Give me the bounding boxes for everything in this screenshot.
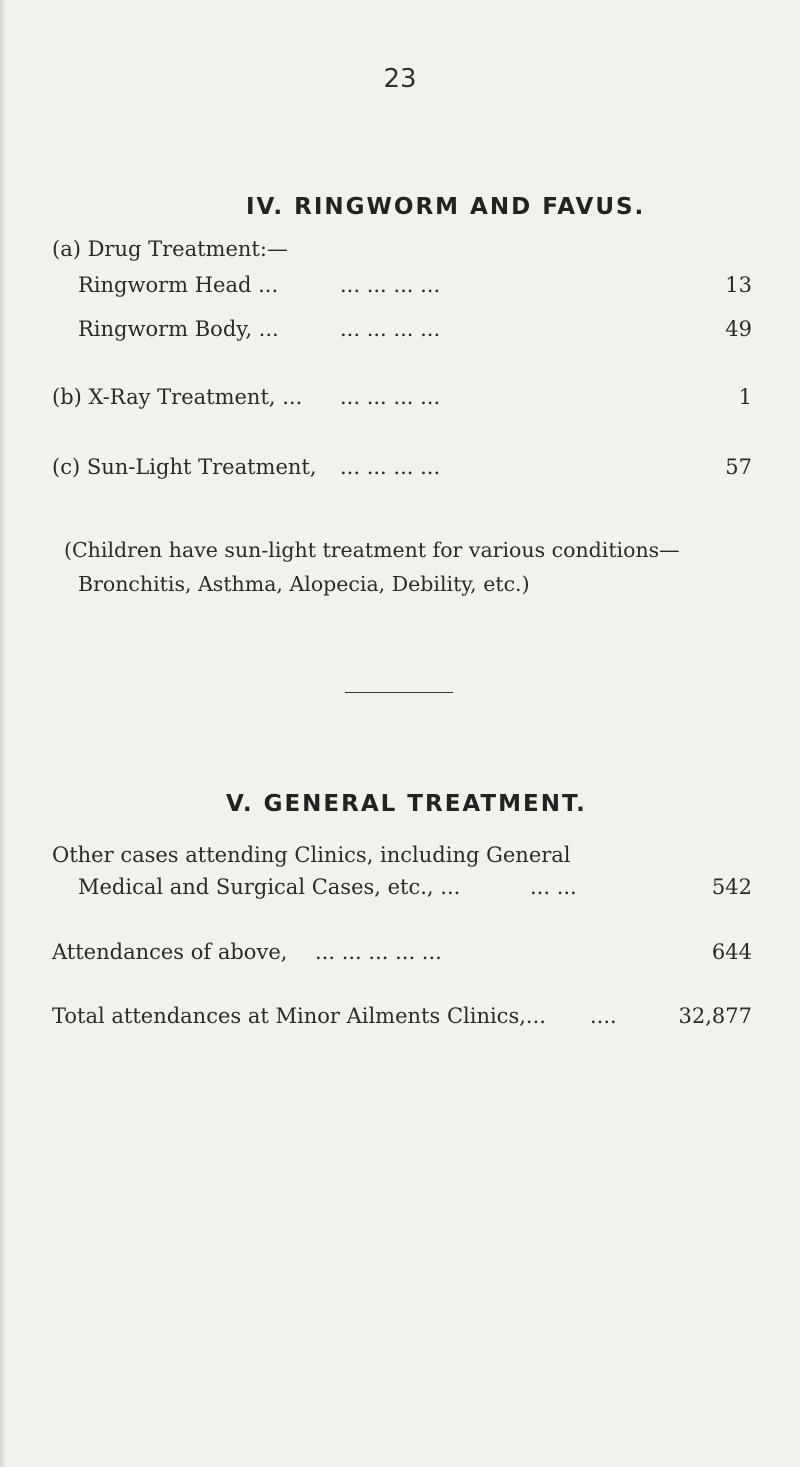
section-v-heading: V. GENERAL TREATMENT. (226, 791, 587, 817)
sunlight-note-line2: Bronchitis, Asthma, Alopecia, Debility, etc.) (78, 572, 530, 596)
other-cases-line1: Other cases attending Clinics, including General (52, 843, 571, 867)
section-iv-heading: IV. RINGWORM AND FAVUS. (246, 194, 646, 220)
ringworm-head-value: 13 (725, 273, 752, 297)
attendances-dots: ... ... ... ... ... (315, 940, 442, 964)
ringworm-head-label: Ringworm Head ... (78, 273, 279, 297)
drug-treatment-label: (a) Drug Treatment:— (52, 237, 288, 261)
xray-treatment-dots: ... ... ... ... (340, 385, 441, 409)
total-attendances-label: Total attendances at Minor Ailments Clinics,... (52, 1004, 546, 1028)
attendances-value: 644 (711, 940, 752, 964)
page-number: 23 (383, 64, 417, 94)
total-attendances-value: 32,877 (678, 1004, 752, 1028)
page-edge-shadow (0, 0, 6, 1467)
section-divider (345, 692, 453, 693)
total-attendances-dots: .... (590, 1004, 617, 1028)
other-cases-value: 542 (711, 875, 752, 899)
ringworm-body-dots: ... ... ... ... (340, 317, 441, 341)
ringworm-head-dots: ... ... ... ... (340, 273, 441, 297)
xray-treatment-value: 1 (738, 385, 752, 409)
sunlight-note-line1: (Children have sun-light treatment for various conditions— (64, 538, 680, 562)
other-cases-line2: Medical and Surgical Cases, etc., ... (78, 875, 461, 899)
other-cases-dots: ... ... (530, 875, 577, 899)
xray-treatment-label: (b) X-Ray Treatment, ... (52, 385, 303, 409)
ringworm-body-value: 49 (725, 317, 752, 341)
attendances-label: Attendances of above, (52, 940, 288, 964)
sunlight-treatment-label: (c) Sun-Light Treatment, (52, 455, 317, 479)
ringworm-body-label: Ringworm Body, ... (78, 317, 279, 341)
sunlight-treatment-dots: ... ... ... ... (340, 455, 441, 479)
sunlight-treatment-value: 57 (725, 455, 752, 479)
